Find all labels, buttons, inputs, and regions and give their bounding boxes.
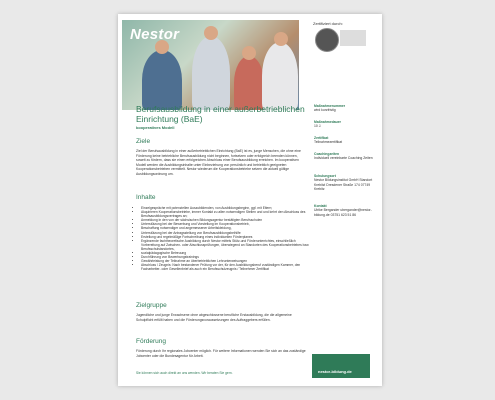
list-item: • Unterstützung bei der Bewerbung und Vorstellung im Kooperationsbetrieb, xyxy=(141,222,313,226)
certification-seal-icon xyxy=(315,28,339,52)
sidebar-key: Maßnahmenummer xyxy=(314,104,346,108)
sidebar-schulungsort xyxy=(314,174,376,192)
section-heading-ziele: Ziele xyxy=(136,138,151,145)
sidebar-key: Maßnahmedauer xyxy=(314,120,341,124)
person-figure xyxy=(142,50,182,110)
list-item: • Abschluss / Zeugnis: Nach bestandener Prüfung vor der, für den Ausbildungsberuf zuständigen Kammer, den Facharbeiter- oder Gesellenbrief als auch ein Berufsschulzeugnis / Teilnehmer Zertifikat xyxy=(141,263,313,271)
foerderung-text: Förderung durch Ihr regionales Jobcenter möglich. Für weitere Informationen wenden Sie sich an das zuständige Jobcenter oder die Bundesagentur für Arbeit. xyxy=(136,349,306,358)
sidebar-kontakt xyxy=(314,204,376,217)
zielgruppe-text: Jugendliche und junge Erwachsene ohne abgeschlossene berufliche Erstausbildung, die die allgemeine Schulpflicht erfüllt haben und die Förderungsvoraussetzungen des Auftraggebers erfüllen. xyxy=(136,313,292,322)
sidebar-key: Zertifikat xyxy=(314,136,329,140)
person-figure xyxy=(262,42,298,110)
sidebar-massnahmenummer xyxy=(314,104,376,113)
person-head xyxy=(242,46,256,60)
sidebar-value: Ulrike Bergander ubergander@nestor-bildung.de 03751 623 51 86 xyxy=(314,208,372,217)
sidebar-value: wird kurzfristig xyxy=(314,108,336,113)
certified-label: Zertifiziert durch: xyxy=(313,21,343,26)
list-item: • Einzelgespräche mit potenziellen Auszubildenden, von Ausbildungsbeginn, ggf. mit Eltern; xyxy=(141,206,313,210)
footer-brand-bar xyxy=(312,354,370,378)
person-figure xyxy=(234,56,264,110)
sidebar-key: Coachingzeiten xyxy=(314,152,340,156)
person-head xyxy=(274,32,288,46)
certification-badge xyxy=(340,30,366,46)
list-item: • Beschaffung notwendiger und angemessener Arbeitskleidung, xyxy=(141,226,313,230)
nestor-logo: Nestor xyxy=(130,26,180,43)
hero-photo xyxy=(122,20,299,110)
list-item: • Durchführung von Bewerbungstrainings xyxy=(141,255,313,259)
person-figure xyxy=(192,36,230,110)
section-heading-foerderung: Förderung xyxy=(136,338,166,345)
list-item: • Gewährleistung der Teilnahme an überbetrieblichen Lehrunterweisungen xyxy=(141,259,313,263)
sidebar-coachingzeiten xyxy=(314,152,376,161)
list-item: • Ergänzende fachtheoretische Ausbildung durch Nestor mittels Stütz-und Förderunterrichtes, einschließlich Vorbereitung auf Zwischen- oder Abschlussprüfungen, überwiegend an Standorten des Kooperationsbetriebes bzw. Berufsschulstandortes, xyxy=(141,239,313,251)
sidebar-key: Schulungsort xyxy=(314,174,336,178)
list-item: • sozialpädagogische Betreuung xyxy=(141,251,313,255)
list-item: • Anmeldung in den von der sächsischen Bildungsagentur bestätigten Berufsschulen xyxy=(141,218,313,222)
section-heading-zielgruppe: Zielgruppe xyxy=(136,302,167,309)
person-head xyxy=(204,26,218,40)
list-item: • Akquirieren Kooperationsbetriebe, immer Kontakt zu allen notwendigen Stellen und und kehrt den Abschluss des Berufsausbildungsvertrages an; xyxy=(141,210,313,218)
sidebar-value: Teilnahmezertifikat xyxy=(314,140,343,145)
section-heading-inhalte: Inhalte xyxy=(136,194,156,201)
sidebar-zertifikat xyxy=(314,136,376,145)
sidebar-key: Kontakt xyxy=(314,204,327,208)
contact-note: Sie können sich auch direkt an uns wenden. Wir beraten Sie gern. xyxy=(136,371,233,375)
page-subtitle: kooperatives Modell xyxy=(136,125,175,130)
page-title: Berufsausbildung in einer außerbetrieblichen Einrichtung (BaE) xyxy=(136,104,305,124)
list-item: • Unterstützung bei der Antragsstellung von Berufsausbildungsbeihilfe xyxy=(141,231,313,235)
ziele-text: Ziel der Berufsausbildung in einer außerbetrieblichen Einrichtung (BaE) ist es, junge Menschen, die ohne eine Förderung keine betriebliche Berufsausbildung nicht beginnen, fortsetzen oder erfolgreich beenden können, soweit zu fördern, dass sie einen erfolgreichen Abschluss einer Berufsausbildung erreichen. Im kooperativen Modell werden die Ausbildungsinhalte unter Einbeziehung von persönlich und betrieblich geeigneten Kooperationsbetrieben vermittelt. Nestor wiederum die Kooperationsbetriebe setzen die aktuell gültige Ausbildungsordnung um. xyxy=(136,149,301,176)
sidebar-value: Nestor Bildungsinstitut GmbH Standort Krebitzl Dresdener Straße 174 07749 Krebitz xyxy=(314,178,373,192)
sidebar-value: Individuell vereinbarte Coaching Zeiten xyxy=(314,156,373,161)
footer-url[interactable]: nestor-bildung.de xyxy=(318,369,352,374)
inhalte-list xyxy=(136,206,313,272)
sidebar-massnahmedauer xyxy=(314,120,376,129)
sidebar-value: 10 J. xyxy=(314,124,322,129)
flyer-page xyxy=(118,14,382,386)
list-item: • Erstellung und regelmäßige Fortschreibung eines individuellen Förderplanes xyxy=(141,235,313,239)
